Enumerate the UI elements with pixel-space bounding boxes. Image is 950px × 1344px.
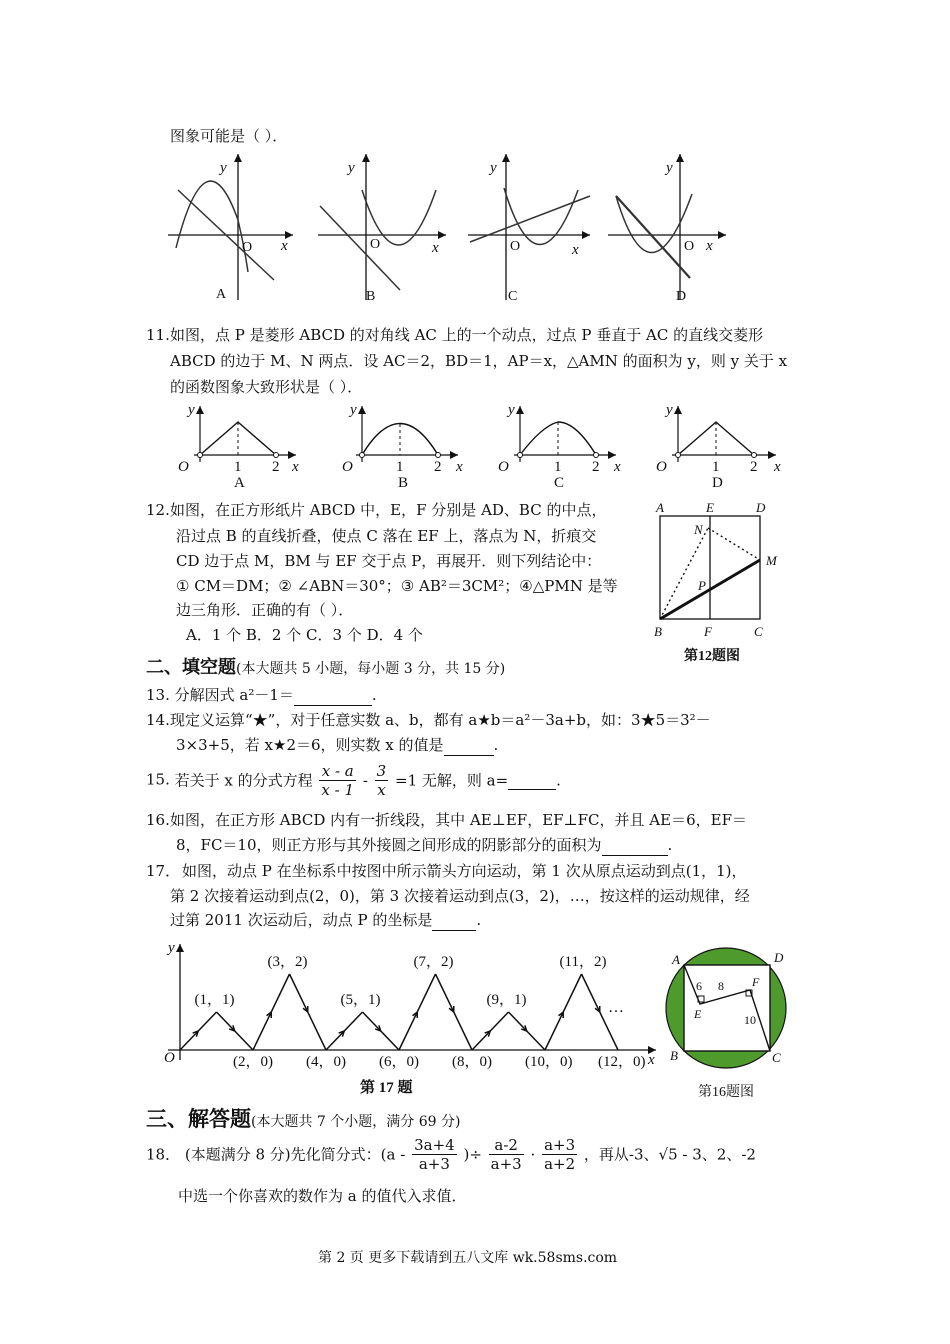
svg-text:B: B bbox=[670, 1048, 678, 1063]
q17-line2: 第 2 次接着运动到点(2，0)，第 3 次接着运动到点(3，2)，…，按这样的运动规律，经 bbox=[170, 887, 750, 905]
svg-text:y: y bbox=[348, 160, 355, 176]
point-label-bottom: (10，0) bbox=[525, 1054, 573, 1070]
q17-caption: 第 17 题 bbox=[360, 1080, 413, 1096]
svg-text:6: 6 bbox=[696, 979, 702, 993]
svg-text:O: O bbox=[684, 239, 695, 254]
q10-graph-a bbox=[168, 150, 308, 305]
q12-line5: 边三角形．正确的有（ ）． bbox=[176, 601, 354, 619]
q14-line2: 3×3+5，若 x★2＝6，则实数 x 的值是 . bbox=[176, 736, 499, 754]
svg-text:O: O bbox=[370, 237, 381, 252]
q11-number: 11. bbox=[146, 326, 170, 344]
q12-figure bbox=[648, 498, 788, 668]
point-label-top: (5，1) bbox=[340, 992, 381, 1008]
svg-text:x: x bbox=[432, 240, 439, 256]
svg-text:y: y bbox=[490, 160, 497, 176]
section-2-heading: 二、填空题(本大题共 5 小题，每小题 3 分，共 15 分) bbox=[146, 657, 506, 678]
point-label-bottom: (12，0) bbox=[598, 1054, 646, 1070]
q16-line1: 如图，在正方形 ABCD 内有一折线段，其中 AE⊥EF，EF⊥FC，并且 AE＝6，EF＝ bbox=[170, 811, 747, 829]
q18: 18． (本题满分 8 分)先化简分式：(a - $\frac{3a+4}{a+3}$ )÷ $\frac{a-2}{a+3}$ · $\frac{a+3}{a+2}$ ，再从-3、√5 - 3、2、-2 bbox=[146, 1136, 756, 1173]
svg-text:x: x bbox=[614, 459, 621, 475]
svg-text:N: N bbox=[694, 522, 703, 537]
svg-text:B: B bbox=[398, 475, 409, 491]
q11-graph-b bbox=[334, 400, 474, 490]
q15: 15. 若关于 x 的分式方程 $\frac{x - a}{x - 1}$ - $\frac{3}{x}$ =1 无解，则 a= . bbox=[146, 762, 561, 799]
q10-graph-b bbox=[318, 150, 458, 305]
svg-text:y: y bbox=[168, 940, 175, 956]
svg-text:A: A bbox=[672, 952, 680, 967]
svg-text:C: C bbox=[772, 1050, 781, 1065]
svg-text:x: x bbox=[456, 459, 463, 475]
q17-figure bbox=[160, 938, 660, 1100]
svg-text:O: O bbox=[498, 459, 509, 475]
svg-text:O: O bbox=[656, 459, 667, 475]
svg-text:F: F bbox=[704, 624, 712, 639]
q17-line1: 如图，动点 P 在坐标系中按图中所示箭头方向运动，第 1 次从原点运动到点(1，1)， bbox=[182, 862, 747, 880]
svg-text:2: 2 bbox=[272, 459, 280, 475]
svg-text:y: y bbox=[666, 402, 673, 418]
q11-graph-d bbox=[650, 400, 790, 490]
q18-line2: 中选一个你喜欢的数作为 a 的值代入求值． bbox=[178, 1187, 467, 1205]
svg-text:1: 1 bbox=[554, 459, 562, 475]
svg-text:x: x bbox=[774, 459, 781, 475]
point-label-top: (9，1) bbox=[486, 992, 527, 1008]
q10-text: 图象可能是（ ）． bbox=[170, 127, 288, 145]
q16-line2: 8，FC＝10，则正方形与其外接圆之间形成的阴影部分的面积为 . bbox=[176, 836, 673, 854]
svg-text:E: E bbox=[706, 500, 714, 515]
svg-text:O: O bbox=[510, 239, 521, 254]
svg-text:y: y bbox=[350, 402, 357, 418]
point-label-top: (11，2) bbox=[559, 954, 607, 970]
point-label-top: (1，1) bbox=[194, 992, 235, 1008]
svg-text:x: x bbox=[292, 459, 299, 475]
q11-line1: 如图，点 P 是菱形 ABCD 的对角线 AC 上的一个动点，过点 P 垂直于 AC 的直线交菱形 bbox=[170, 326, 764, 344]
svg-text:1: 1 bbox=[234, 459, 242, 475]
point-label-bottom: (4，0) bbox=[306, 1054, 346, 1070]
svg-text:A: A bbox=[234, 475, 245, 491]
svg-text:2: 2 bbox=[750, 459, 758, 475]
q12-caption: 第12题图 bbox=[684, 649, 740, 664]
y-label: y bbox=[220, 160, 227, 176]
svg-text:x: x bbox=[572, 242, 579, 258]
svg-text:O: O bbox=[342, 459, 353, 475]
q10-graph-d bbox=[608, 150, 748, 305]
q14-number: 14. bbox=[146, 711, 170, 729]
svg-text:10: 10 bbox=[744, 1013, 756, 1027]
q13: 13. 分解因式 a²－1＝ . bbox=[146, 686, 377, 704]
q12-line3: CD 边于点 M，BM 与 EF 交于点 P，再展开．则下列结论中： bbox=[176, 552, 602, 570]
q14-line1: 现定义运算“★”，对于任意实数 a、b，都有 a★b＝a²－3a+b，如：3★5＝3²－ bbox=[170, 711, 711, 729]
svg-text:y: y bbox=[508, 402, 515, 418]
q17-line3: 过第 2011 次运动后，动点 P 的坐标是 . bbox=[170, 911, 482, 929]
q11-graph-a bbox=[172, 400, 312, 490]
svg-text:…: … bbox=[608, 999, 624, 1016]
q11-line2: ABCD 的边于 M、N 两点．设 AC＝2，BD＝1，AP＝x，△AMN 的面积为 y，则 y 关于 x bbox=[170, 352, 788, 370]
svg-text:8: 8 bbox=[718, 979, 724, 993]
svg-text:B: B bbox=[654, 624, 662, 639]
point-label-bottom: (2，0) bbox=[233, 1054, 273, 1070]
svg-text:y: y bbox=[188, 402, 195, 418]
q10-graph-c bbox=[468, 150, 608, 305]
svg-text:x: x bbox=[648, 1052, 655, 1068]
label-a: A bbox=[216, 287, 227, 302]
svg-text:C: C bbox=[508, 289, 518, 304]
point-label-bottom: (8，0) bbox=[452, 1054, 492, 1070]
svg-text:P: P bbox=[698, 578, 706, 593]
svg-text:F: F bbox=[752, 975, 760, 989]
q12-line2: 沿过点 B 的直线折叠，使点 C 落在 EF 上，落点为 N，折痕交 bbox=[176, 527, 597, 545]
svg-text:D: D bbox=[676, 289, 687, 304]
page-footer: 第 2 页 更多下载请到五八文库 wk.58sms.com bbox=[318, 1250, 618, 1266]
svg-text:B: B bbox=[366, 289, 376, 304]
q16-caption: 第16题图 bbox=[698, 1085, 754, 1100]
svg-text:x: x bbox=[706, 238, 713, 254]
q11-graph-c bbox=[492, 400, 632, 490]
svg-text:2: 2 bbox=[434, 459, 442, 475]
x-label: x bbox=[281, 238, 288, 254]
q12-number: 12. bbox=[146, 501, 170, 519]
svg-text:M: M bbox=[766, 553, 777, 568]
svg-text:O: O bbox=[242, 240, 253, 255]
svg-text:y: y bbox=[666, 160, 673, 176]
svg-text:A: A bbox=[656, 500, 664, 515]
q11-line3: 的函数图象大致形状是（ ）． bbox=[170, 378, 363, 396]
q16-number: 16. bbox=[146, 811, 170, 829]
q16-figure bbox=[662, 946, 802, 1106]
q12-line4: ① CM＝DM；② ∠ABN＝30°；③ AB²＝3CM²；④△PMN 是等 bbox=[176, 577, 618, 595]
svg-text:O: O bbox=[164, 1050, 175, 1066]
point-label-top: (3，2) bbox=[267, 954, 308, 970]
q17-number: 17． bbox=[146, 862, 181, 880]
svg-text:O: O bbox=[178, 459, 189, 475]
svg-text:1: 1 bbox=[712, 459, 720, 475]
svg-text:D: D bbox=[712, 475, 723, 491]
section-3-heading: 三、解答题(本大题共 7 个小题，满分 69 分) bbox=[146, 1107, 461, 1131]
point-label-top: (7，2) bbox=[413, 954, 454, 970]
svg-text:C: C bbox=[754, 624, 763, 639]
q12-options: A．1 个 B．2 个 C．3 个 D．4 个 bbox=[186, 626, 423, 644]
svg-text:E: E bbox=[694, 1007, 702, 1021]
svg-text:D: D bbox=[774, 950, 784, 965]
svg-text:1: 1 bbox=[396, 459, 404, 475]
point-label-bottom: (6，0) bbox=[379, 1054, 419, 1070]
q12-line1: 如图，在正方形纸片 ABCD 中，E，F 分别是 AD、BC 的中点， bbox=[170, 501, 607, 519]
svg-text:D: D bbox=[756, 500, 766, 515]
svg-text:2: 2 bbox=[592, 459, 600, 475]
svg-text:C: C bbox=[554, 475, 565, 491]
